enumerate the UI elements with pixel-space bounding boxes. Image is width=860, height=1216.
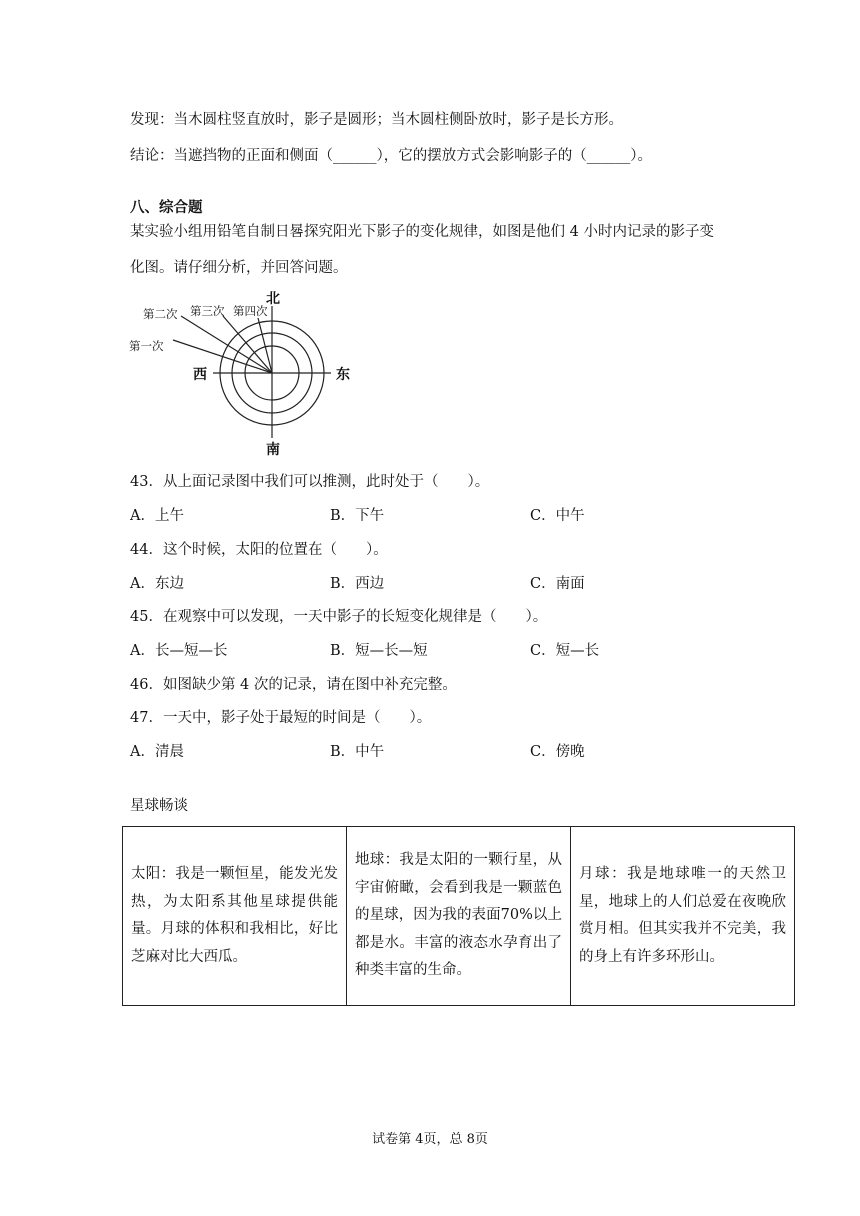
- sundial-shadow-diagram: [125, 288, 365, 458]
- planet-talk-title: 星球畅谈: [130, 798, 188, 814]
- north-label: 北: [266, 291, 280, 307]
- section-title: 八、综合题: [130, 200, 203, 216]
- q44-option-a: A．东边: [130, 576, 184, 592]
- fourth-record-label: 第四次: [233, 304, 268, 318]
- west-label: 西: [193, 367, 207, 383]
- page-footer: 试卷第 4页，总 8页: [372, 1132, 488, 1147]
- question-47: 47．一天中，影子处于最短的时间是（ ）。: [130, 710, 432, 726]
- first-record-label: 第一次: [129, 339, 164, 353]
- q43-option-c: C．中午: [530, 508, 585, 524]
- planet-talk-table: [122, 826, 795, 1006]
- conclusion-text: 结论：当遮挡物的正面和侧面（______），它的摆放方式会影响影子的（______）。: [130, 148, 652, 164]
- second-record-label: 第二次: [143, 307, 178, 321]
- q45-option-c: C．短—长: [530, 643, 600, 659]
- third-record-label: 第三次: [190, 304, 225, 318]
- q44-option-c: C．南面: [530, 576, 585, 592]
- question-46: 46．如图缺少第 4 次的记录，请在图中补充完整。: [130, 677, 457, 693]
- shadow-second-line: [181, 316, 272, 373]
- section-description-line1: 某实验小组用铅笔自制日晷探究阳光下影子的变化规律，如图是他们 4 小时内记录的影子变: [130, 224, 714, 240]
- q45-option-a: A．长—短—长: [130, 643, 228, 659]
- question-45: 45．在观察中可以发现，一天中影子的长短变化规律是（ ）。: [130, 609, 548, 625]
- q43-option-a: A．上午: [130, 508, 184, 524]
- finding-text: 发现：当木圆柱竖直放时，影子是圆形；当木圆柱侧卧放时，影子是长方形。: [130, 112, 623, 128]
- q43-option-b: B．下午: [330, 508, 385, 524]
- section-description-line2: 化图。请仔细分析，并回答问题。: [130, 260, 348, 276]
- q45-option-b: B．短—长—短: [330, 643, 428, 659]
- table-row: [123, 827, 795, 1006]
- earth-cell: 地球：我是太阳的一颗行星，从宇宙俯瞰，会看到我是一颗蓝色的星球，因为我的表面70%以上都是水。丰富的液态水孕育出了种类丰富的生命。: [347, 827, 571, 1006]
- east-label: 东: [336, 367, 350, 383]
- moon-cell: 月球：我是地球唯一的天然卫星，地球上的人们总爱在夜晚欣赏月相。但其实我并不完美，我的身上有许多环形山。: [571, 827, 795, 1006]
- q47-option-c: C．傍晚: [530, 744, 585, 760]
- question-44: 44．这个时候，太阳的位置在（ ）。: [130, 542, 388, 558]
- q47-option-b: B．中午: [330, 744, 385, 760]
- q44-option-b: B．西边: [330, 576, 385, 592]
- south-label: 南: [266, 442, 280, 458]
- q47-option-a: A．清晨: [130, 744, 184, 760]
- question-43: 43．从上面记录图中我们可以推测，此时处于（ ）。: [130, 474, 490, 490]
- sun-cell: 太阳：我是一颗恒星，能发光发热，为太阳系其他星球提供能量。月球的体积和我相比，好比芝麻对比大西瓜。: [123, 827, 347, 1006]
